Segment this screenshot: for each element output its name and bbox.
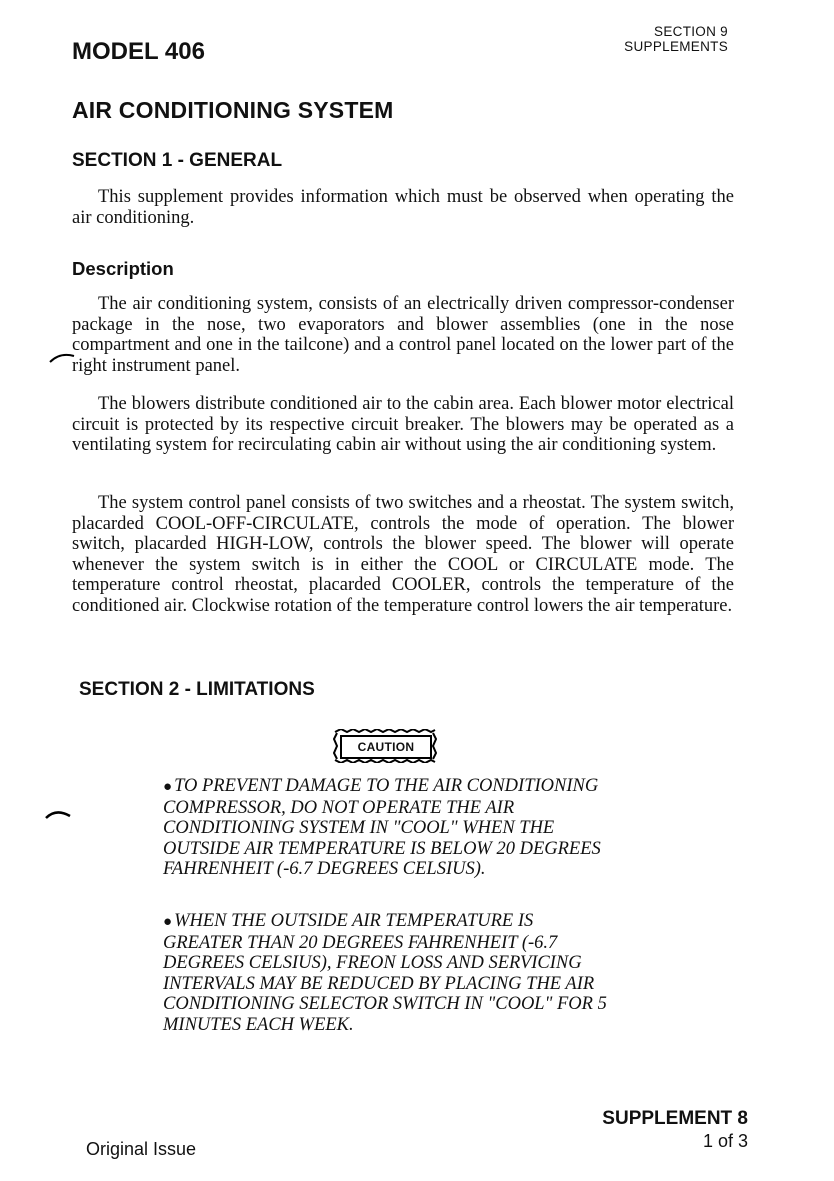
page-number: 1 of 3	[702, 1131, 748, 1151]
issue-label: Original Issue	[86, 1139, 197, 1159]
document-title: AIR CONDITIONING SYSTEM	[72, 97, 394, 123]
caution-item-2	[163, 911, 609, 1035]
supplement-number: SUPPLEMENT 8	[602, 1108, 748, 1129]
caution-item-1	[163, 776, 609, 880]
section-number: SECTION 9	[654, 24, 728, 39]
caution-box	[333, 729, 437, 763]
section2-heading: SECTION 2 - LIMITATIONS	[79, 679, 315, 700]
description-paragraph-2: The blowers distribute conditioned air to the cabin area. Each blower motor electrical circuit is protected by its respective circuit breaker. The blowers may be operated as a ventilating system for recirculating cabin air without using the air conditioning system.	[72, 394, 734, 455]
description-heading: Description	[72, 258, 174, 279]
section1-heading: SECTION 1 - GENERAL	[72, 150, 283, 171]
change-bar-icon	[48, 338, 78, 368]
intro-paragraph: This supplement provides information which must be observed when operating the air conditioning.	[72, 187, 734, 228]
bullet-icon: ●	[163, 914, 173, 930]
caution-label: CAUTION	[340, 735, 432, 759]
caution-text-2: WHEN THE OUTSIDE AIR TEMPERATURE IS GREATER THAN 20 DEGREES FAHRENHEIT (-6.7 DEGREES CELSIUS), FREON LOSS AND SERVICING INTERVALS MAY BE REDUCED BY PLACING THE AIR CONDITIONING SELECTOR SWITCH IN "COOL" FOR 5 MINUTES EACH WEEK.	[163, 911, 607, 1035]
change-bar-icon	[44, 806, 74, 826]
description-paragraph-1: The air conditioning system, consists of an electrically driven compressor-condenser package in the nose, two evaporators and blower assemblies (one in the nose compartment and one in the tailcone) and a control panel located on the lower part of the right instrument panel.	[72, 294, 734, 376]
bullet-icon: ●	[163, 779, 173, 795]
model-title: MODEL 406	[72, 38, 205, 65]
supplements-label: SUPPLEMENTS	[624, 39, 728, 54]
description-paragraph-3: The system control panel consists of two switches and a rheostat. The system switch, placarded COOL-OFF-CIRCULATE, controls the mode of operation. The blower switch, placarded HIGH-LOW, controls the blower speed. The blower will operate whenever the system switch is in either the COOL or CIRCULATE mode. The temperature control rheostat, placarded COOLER, controls the temperature of the conditioned air. Clockwise rotation of the temperature control lowers the air temperature.	[72, 493, 734, 616]
section-header	[624, 24, 728, 54]
caution-text-1: TO PREVENT DAMAGE TO THE AIR CONDITIONING COMPRESSOR, DO NOT OPERATE THE AIR CONDITIONING SYSTEM IN "COOL" WHEN THE OUTSIDE AIR TEMPERATURE IS BELOW 20 DEGREES FAHRENHEIT (-6.7 DEGREES CELSIUS).	[163, 776, 601, 879]
